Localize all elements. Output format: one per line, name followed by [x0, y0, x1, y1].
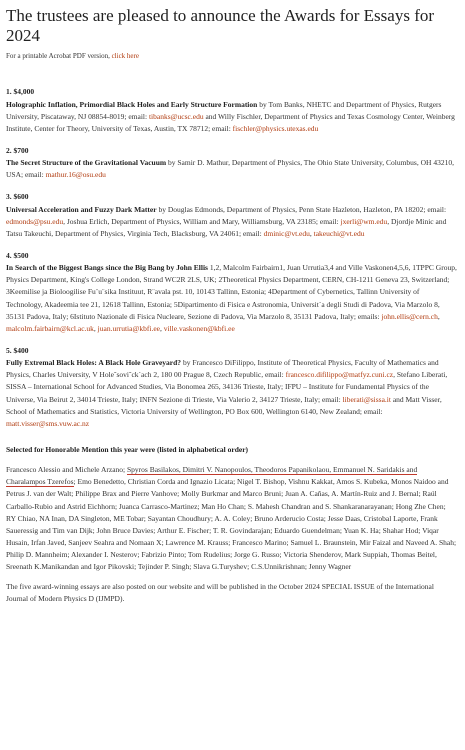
email-link[interactable]: ville.vaskonen@kbfi.ee — [163, 323, 235, 333]
pdf-link[interactable]: click here — [111, 52, 139, 61]
award-amount: 2. $700 — [6, 145, 29, 155]
award-text: by Francesco DiFilippo, Institute of Theoretical Physics, Faculty of Mathematics and Physics, Charles University, V Hole˘sovi˘ck´ach 2, 180 00 Prague 8, Czech Republic, email: — [6, 358, 439, 380]
award-1 — [6, 86, 457, 135]
award-description — [6, 262, 457, 335]
award-5 — [6, 345, 457, 430]
award-text: by Samir D. Mathur, Department of Physics, The Ohio State University, Columbus, OH 43210, USA; email: — [6, 158, 454, 180]
email-link[interactable]: matt.visser@sms.vuw.ac.nz — [6, 418, 90, 428]
award-text: and Willy Fischler, Department of Physics and Texas Cosmology Center, Weinberg Institute, Center for Theory, University of Texas, Austin, TX 78712; email: — [6, 111, 455, 133]
award-amount: 5. $400 — [6, 345, 29, 355]
separator: , — [309, 228, 314, 238]
award-text: , Joshua Erlich, Department of Physics, William and Mary, Williamsburg, VA 23185; email: — [63, 216, 341, 226]
email-link[interactable]: malcolm.fairbairn@kcl.ac.uk — [6, 323, 94, 333]
award-amount: 3. $600 — [6, 192, 29, 202]
email-link[interactable]: john.ellis@cern.ch — [381, 311, 438, 321]
award-text: , Stefano Liberati, SISSA – International School for Advanced Studies, Via Bonomea 265, 34136 Trieste, Italy; IFPU – Institute for Fundamental Physics of the Universe, Via Beirut 2, 34014 Trieste, Italy; INFN Sezione di Trieste, Via Valerio 2, 34127 Trieste, Italy; email: — [6, 370, 448, 404]
pdf-intro — [6, 51, 457, 62]
email-link[interactable]: liberati@sissa.it — [342, 394, 391, 404]
email-link[interactable]: fischler@physics.utexas.edu — [232, 123, 319, 133]
email-link[interactable]: francesco.difilippo@matfyz.cuni.cz — [285, 370, 394, 380]
page-title: The trustees are pleased to announce the Awards for Essays for 2024 — [6, 6, 435, 45]
award-4 — [6, 250, 457, 335]
pdf-intro-text: For a printable Acrobat PDF version, — [6, 52, 110, 61]
honorable-mention-heading: Selected for Honorable Mention this year were (listed in alphabetical order) — [6, 444, 249, 454]
essay-title: Universal Acceleration and Fuzzy Dark Matter — [6, 204, 157, 214]
honorable-text: ; Emo Benedetto, Christian Corda and Ignazio Licata; Nigel T. Bishop, Vishnu Kakkat, Amos S. Kubeka, Monos Naidoo and Petrus J. van der Walt; Philippe Brax and Pierre Vanhove; Molly Burkmar and Marco Bruni; Juan A. Cañas, A. Martín-Ruiz and J. Bernal; Raúl Carballo-Rubio and Astrid Eichhorn; Juanca Carrasco-Martinez; Man Ho Chan; S. Mahesh Chandran and S. Shankaranarayanan; Hong Zhe Chen; RY Chiao, NA Inan, DA Singleton, ME Tobar; Sayantan Choudhury; A. A. Coley; Bruno Arderucio Costa; Jesse Daas, Cristobal Laporte, Frank Saueressig and Tim van Dijk; John Bruce Davies; Arthur E. Fischer; T. R. Govindarajan; Eduardo Guendelman; Yuan K. Ha; Shahar Hod; Viqar Husain, Irfan Javed, Sanjeev Seahra and Nomaan X; Lawrence M. Krauss; Francesco Marino; Samuel L. Braunstein, Mir Faizal and Naveed A. Shah; Philip D. Mannheim; Alexander I. Nesterov; Fabrizio Pinto; Tom Rudelius; Jorge G. Russo; Victoria Shenderov, Mark Suppiah, Thomas Beitel, Sreenath K.Manikandan and Igor Pikovski; Tejinder P. Singh; Slava G.Turyshev; C.S.Unnikrishnan; Jenny Wagner — [6, 477, 457, 572]
email-link[interactable]: mathur.16@osu.edu — [45, 170, 106, 180]
email-link[interactable]: jxerli@wm.edu — [340, 216, 388, 226]
award-text: 1,2, Malcolm Fairbairn1, Juan Urrutia3,4 and Ville Vaskonen4,5,6, 1TPPC Group, Physics Department, King's College London, Strand WC2R 2LS, UK; 2Theoretical Physics Department, CERN, CH-1211 Geneva 23, Switzerland; 3Keemilise ja Bioloogilise Fu¨u¨sika Instituut, R¨avala pst. 10, 10143 Tallinn, Estonia; 4Department of Cybernetics, Tallinn University of Technology, Akadeemia tee 21, 12618 Tallinn, Estonia; 5Dipartimento di Fisica e Astronomia, Universit`a degli Studi di Padova, Via Marzolo 8, 35131 Padova, Italy; 6Istituto Nazionale di Fisica Nucleare, Sezione di Padova, Via Marzolo 8, 35131 Padova, Italy; emails: — [6, 263, 457, 321]
award-2 — [6, 145, 457, 181]
award-description — [6, 157, 457, 181]
highlighted-authors: Spyros Basilakos, Dimitri V. Nanopoulos, Theodoros Papanikolaou, Emmanuel N. Saridakis and Charalampos Tzerefos — [6, 465, 418, 487]
award-amount: 1. $4,000 — [6, 87, 35, 97]
award-description — [6, 204, 457, 240]
essay-title: The Secret Structure of the Gravitational Vacuum — [6, 158, 167, 168]
email-link[interactable]: tibanks@ucsc.edu — [148, 111, 204, 121]
honorable-text: Francesco Alessio and Michele Arzano; — [6, 465, 128, 475]
separator: , — [93, 323, 98, 333]
award-description — [6, 357, 457, 430]
separator: , — [159, 323, 164, 333]
award-text: and Matt Visser, School of Mathematics and Statistics, Victoria University of Wellington, PO Box 600, Wellington 6140, New Zealand; email: — [6, 394, 442, 416]
footer-note: The five award-winning essays are also posted on our website and will be published in the October 2024 SPECIAL ISSUE of the International Journal of Modern Physics D (IJMPD). — [6, 582, 434, 604]
essay-title: In Search of the Biggest Bangs since the Big Bang by John Ellis — [6, 263, 208, 273]
award-description — [6, 99, 457, 135]
email-link[interactable]: edmonds@psu.edu — [6, 216, 64, 226]
separator: , — [437, 311, 440, 321]
award-text: , Djordje Minic and Tatsu Takeuchi, Department of Physics, Virginia Tech, Blacksburg, VA 24061; email: — [6, 216, 447, 238]
award-3 — [6, 191, 457, 240]
email-link[interactable]: juan.urrutia@kbfi.ee — [97, 323, 160, 333]
email-link[interactable]: dminic@vt.edu — [263, 228, 310, 238]
award-text: by Douglas Edmonds, Department of Physics, Penn State Hazleton, Hazleton, PA 18202; email: — [156, 204, 447, 214]
honorable-mention-list — [6, 464, 457, 573]
essay-title: Fully Extremal Black Holes: A Black Hole Graveyard? — [6, 358, 182, 368]
award-amount: 4. $500 — [6, 250, 29, 260]
email-link[interactable]: takeuchi@vt.edu — [313, 228, 365, 238]
award-text: by Tom Banks, NHETC and Department of Physics, Rutgers University, Piscataway, NJ 08854-8019; email: — [6, 99, 442, 121]
essay-title: Holographic Inflation, Primordial Black Holes and Early Structure Formation — [6, 99, 258, 109]
